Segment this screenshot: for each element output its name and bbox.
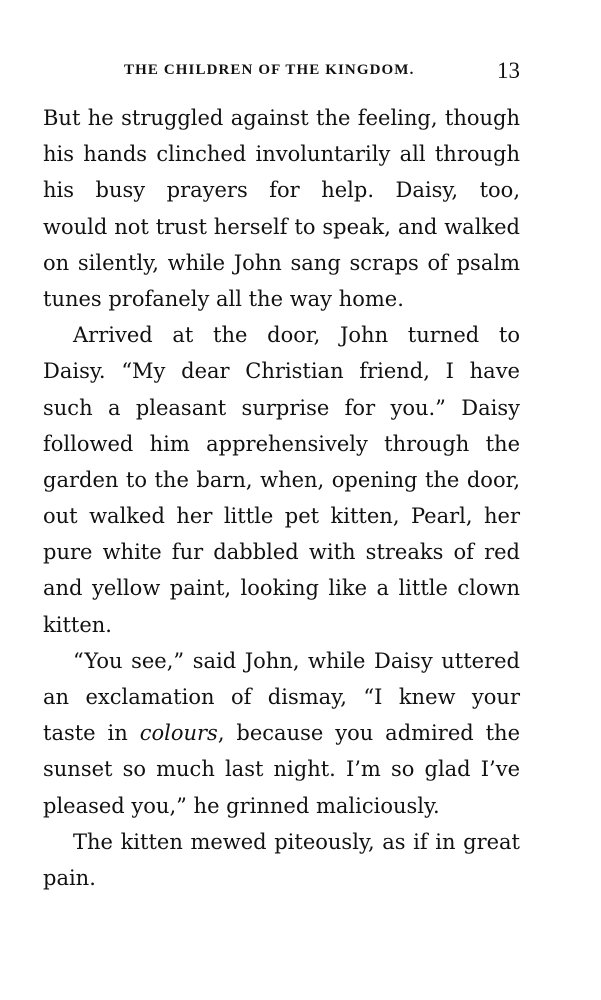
text-line: sunset so much last night. I’m so glad I’ve [43, 757, 520, 782]
text-line [43, 715, 520, 751]
text-line: Arrived at the door, John turned to [73, 323, 520, 348]
text-line: kitten. [43, 612, 112, 637]
italic-word: colours [139, 721, 218, 746]
text-line: out walked her little pet kitten, Pearl, her [43, 504, 520, 529]
page-header [44, 58, 520, 88]
page-number: 13 [497, 58, 520, 83]
text-line: tunes profanely all the way home. [43, 286, 404, 311]
text-line: would not trust herself to speak, and walked [43, 214, 520, 239]
text-line: Daisy. “My dear Christian friend, I have [43, 359, 520, 384]
text-line: his hands clinched involuntarily all through [43, 142, 520, 167]
text-line: pure white fur dabbled with streaks of red [43, 540, 520, 565]
text-line: garden to the barn, when, opening the door, [43, 467, 520, 492]
text-line: pleased you,” he grinned maliciously. [43, 793, 440, 818]
text-line: “You see,” said John, while Daisy uttered [73, 648, 520, 673]
text-line: his busy prayers for help. Daisy, too, [43, 178, 520, 203]
text-line: But he struggled against the feeling, though [43, 106, 520, 130]
text-line: on silently, while John sang scraps of psalm [43, 250, 520, 275]
text-line: pain. [43, 865, 96, 890]
text-line: and yellow paint, looking like a little clown [43, 576, 520, 601]
paragraph [43, 100, 520, 317]
paragraph [43, 643, 520, 824]
text-fragment: taste in [43, 721, 128, 746]
paragraph [43, 317, 520, 643]
text-line: followed him apprehensively through the [43, 431, 520, 456]
text-fragment: , because you admired the [217, 721, 521, 746]
running-title: THE CHILDREN OF THE KINGDOM. [124, 62, 415, 78]
body-text [43, 100, 520, 896]
text-line: such a pleasant surprise for you.” Daisy [43, 395, 520, 420]
text-line: The kitten mewed piteously, as if in great [73, 829, 520, 854]
text-line: an exclamation of dismay, “I knew your [43, 685, 520, 709]
paragraph [43, 824, 520, 896]
